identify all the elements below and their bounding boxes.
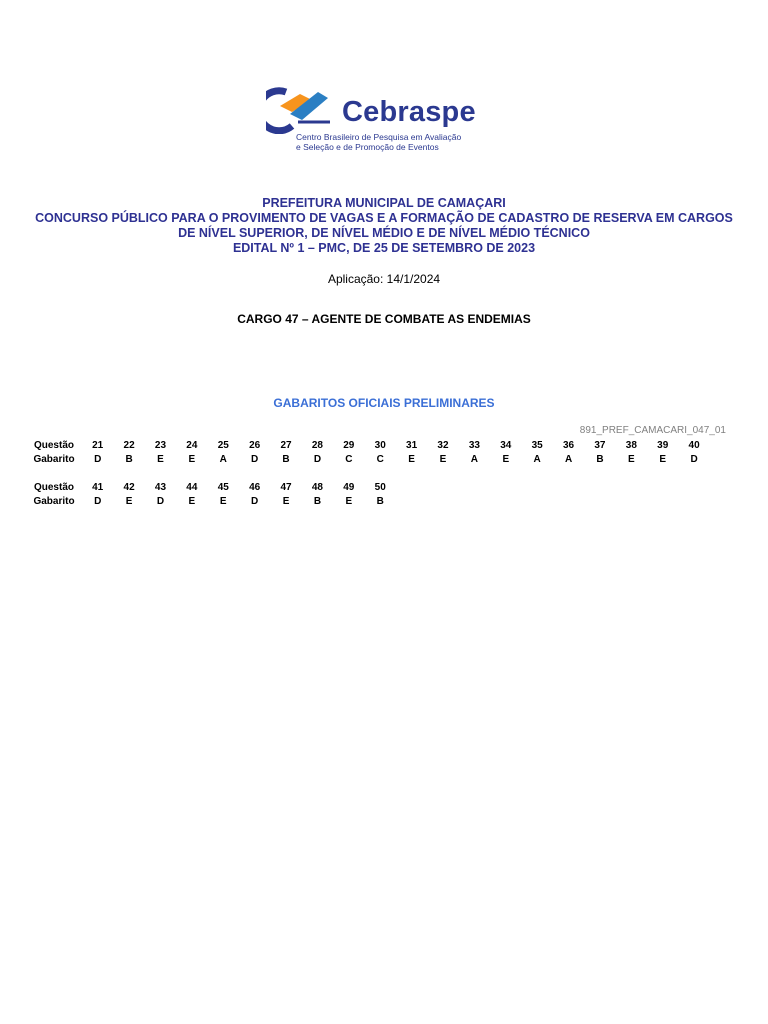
document-code: 891_PREF_CAMACARI_047_01 — [579, 425, 726, 436]
gabarito-answer: E — [502, 453, 510, 465]
questao-number: 46 — [249, 481, 261, 493]
questao-number: 41 — [92, 481, 104, 493]
gabarito-label: Gabarito — [33, 495, 75, 507]
header-line-1: PREFEITURA MUNICIPAL DE CAMAÇARI — [262, 196, 506, 210]
gabarito-answer: B — [313, 495, 322, 507]
gabarito-answer: A — [564, 453, 573, 465]
questao-number: 36 — [562, 439, 575, 451]
gabarito-row — [26, 452, 710, 466]
questao-number: 34 — [500, 439, 512, 451]
header-line-4: EDITAL Nº 1 – PMC, DE 25 DE SETEMBRO DE 2023 — [232, 241, 536, 255]
gabarito-answer: A — [533, 453, 541, 465]
gabarito-answer: C — [376, 453, 384, 465]
questao-number: 32 — [437, 439, 449, 451]
gabarito-answer: D — [94, 495, 102, 507]
questao-number: 26 — [249, 439, 261, 451]
questao-number: 22 — [123, 439, 135, 451]
questao-number: 33 — [468, 439, 480, 451]
gabarito-answer: E — [439, 453, 447, 465]
gabarito-answer: B — [282, 453, 290, 465]
logo-subtitle-line2: e Seleção e de Promoção de Eventos — [296, 142, 439, 152]
gabarito-answer: D — [94, 453, 102, 465]
questao-number: 40 — [688, 439, 700, 451]
document-header — [0, 196, 768, 256]
gabarito-answer: D — [156, 495, 165, 507]
gabarito-answer: D — [313, 453, 322, 465]
gabarito-answer: E — [408, 453, 415, 465]
questao-number: 44 — [186, 481, 198, 493]
questao-number: 50 — [374, 481, 386, 493]
gabarito-answer: E — [345, 495, 353, 507]
questao-number: 39 — [657, 439, 669, 451]
gabarito-answer: E — [628, 453, 635, 465]
cebraspe-emblem-icon — [266, 84, 336, 134]
gabarito-answer: E — [125, 495, 133, 507]
gabarito-answer: B — [596, 453, 604, 465]
questao-number: 23 — [154, 439, 167, 451]
gabarito-answer: B — [125, 453, 133, 465]
gabarito-row — [26, 494, 396, 508]
header-line-3: DE NÍVEL SUPERIOR, DE NÍVEL MÉDIO E DE NÍVEL MÉDIO TÉCNICO — [178, 226, 590, 240]
questao-number: 21 — [92, 439, 104, 451]
gabarito-answer: E — [219, 495, 227, 507]
answer-table-1 — [26, 438, 710, 466]
questao-number: 38 — [625, 439, 637, 451]
gabarito-answer: E — [188, 453, 196, 465]
gabarito-answer: D — [690, 453, 698, 465]
logo-subtitle-line1: Centro Brasileiro de Pesquisa em Avaliação — [296, 132, 462, 142]
questao-number: 35 — [531, 439, 543, 451]
gabarito-answer: E — [659, 453, 667, 465]
questao-number: 28 — [311, 439, 323, 451]
gabaritos-title: GABARITOS OFICIAIS PRELIMINARES — [273, 396, 495, 410]
aplicacao-date: Aplicação: 14/1/2024 — [327, 272, 441, 286]
gabarito-label: Gabarito — [33, 453, 75, 465]
gabarito-answer: E — [282, 495, 290, 507]
questao-number: 45 — [217, 481, 229, 493]
cebraspe-logo — [266, 84, 488, 154]
questao-number: 25 — [217, 439, 229, 451]
gabarito-answer: D — [251, 495, 259, 507]
questao-number: 43 — [154, 481, 167, 493]
gabarito-answer: D — [251, 453, 259, 465]
questao-number: 42 — [123, 481, 135, 493]
questao-label: Questão — [33, 481, 74, 493]
answer-table-2 — [26, 480, 396, 508]
questao-number: 47 — [280, 481, 292, 493]
gabarito-answer: E — [188, 495, 196, 507]
gabarito-answer: A — [470, 453, 478, 465]
questao-row — [26, 438, 710, 452]
questao-label: Questão — [33, 439, 74, 451]
header-line-2: CONCURSO PÚBLICO PARA O PROVIMENTO DE VAGAS E A FORMAÇÃO DE CADASTRO DE RESERVA EM CARGOS — [35, 211, 733, 225]
questao-number: 49 — [343, 481, 355, 493]
questao-number: 30 — [374, 439, 386, 451]
questao-number: 37 — [594, 439, 606, 451]
questao-number: 48 — [311, 481, 323, 493]
logo-wordmark: Cebraspe — [342, 96, 476, 128]
questao-row — [26, 480, 396, 494]
questao-number: 27 — [280, 439, 292, 451]
gabarito-answer: E — [157, 453, 164, 465]
cargo-title: CARGO 47 – AGENTE DE COMBATE AS ENDEMIAS — [237, 312, 531, 326]
questao-number: 24 — [186, 439, 198, 451]
questao-number: 29 — [343, 439, 355, 451]
gabarito-answer: C — [345, 453, 353, 465]
gabarito-answer: B — [376, 495, 384, 507]
questao-number: 31 — [406, 439, 418, 451]
gabarito-answer: A — [219, 453, 227, 465]
